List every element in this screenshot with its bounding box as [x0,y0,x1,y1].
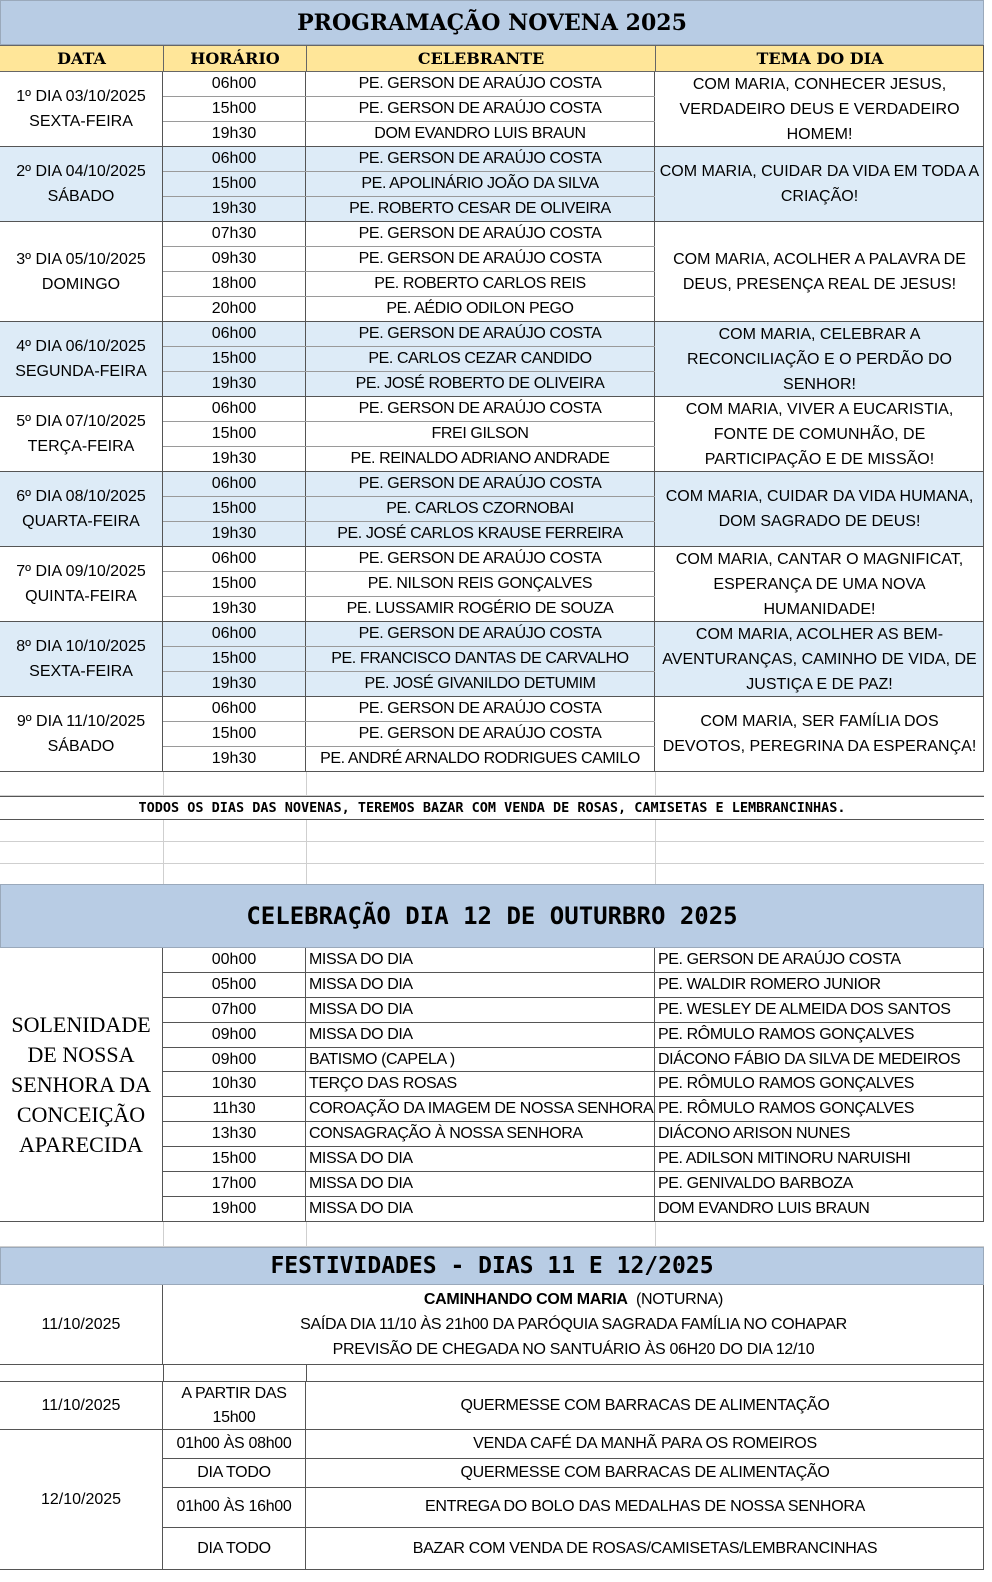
day-date-cell [0,622,163,696]
cel-activity: MISSA DO DIA [306,998,655,1022]
fest-time [163,1382,306,1429]
day-theme: COM MARIA, CANTAR O MAGNIFICAT, ESPERANÇA DE UMA NOVA HUMANIDADE! [675,550,964,618]
header-time: HORÁRIO [163,46,306,71]
festivities-title [0,1247,984,1285]
fest-time-line1: A PARTIR DAS [181,1384,287,1402]
cel-activity: CONSAGRAÇÃO À NOSSA SENHORA [306,1122,655,1146]
novena-title [0,0,984,45]
slot-time: 06h00 [163,397,306,421]
empty-row [0,1222,984,1247]
novena-day-block [0,72,984,147]
slot-celebrant: PE. CARLOS CEZAR CANDIDO [306,347,655,371]
cel-person: PE. ADILSON MITINORU NARUISHI [658,1150,911,1168]
table-row [163,1147,984,1172]
slot-celebrant: PE. GERSON DE ARAÚJO COSTA [306,472,655,496]
novena-day-block [0,322,984,397]
cel-person: PE. GERSON DE ARAÚJO COSTA [658,950,901,968]
day-date-line1: 4º DIA 06/10/2025 [16,338,146,355]
slot-time: 09h30 [163,247,306,271]
right-border [983,1285,984,1570]
cel-person: PE. WESLEY DE ALMEIDA DOS SANTOS [658,1000,951,1018]
bazar-note-text: TODOS OS DIAS DAS NOVENAS, TEREMOS BAZAR COM VENDA DE ROSAS, CAMISETAS E LEMBRANCINHAS. [138,800,846,816]
novena-header-row [0,45,984,72]
slot-celebrant: DOM EVANDRO LUIS BRAUN [306,122,655,146]
slot-time: 19h30 [163,122,306,146]
slot-time: 06h00 [163,697,306,721]
table-row [163,1072,984,1097]
cel-activity: MISSA DO DIA [306,973,655,997]
day-date-line1: 1º DIA 03/10/2025 [16,88,146,105]
header-celebrant: CELEBRANTE [306,46,655,71]
slot-celebrant: PE. JOSÉ GIVANILDO DETUMIM [306,672,655,696]
day-date-line2: SEXTA-FEIRA [29,663,133,680]
cel-time: 19h00 [163,1197,306,1221]
cel-person: PE. GENIVALDO BARBOZA [658,1174,853,1192]
slot-time: 18h00 [163,272,306,296]
slot-celebrant: PE. ROBERTO CARLOS REIS [306,272,655,296]
cel-activity: MISSA DO DIA [306,1172,655,1196]
slot-time: 19h30 [163,747,306,771]
table-row [163,948,984,973]
slot-time: 19h30 [163,372,306,396]
day-date-line1: 2º DIA 04/10/2025 [16,163,146,180]
day-date-line1: 7º DIA 09/10/2025 [16,563,146,580]
slot-time: 15h00 [163,172,306,196]
fest-date: 12/10/2025 [0,1430,163,1569]
slot-celebrant: PE. LUSSAMIR ROGÉRIO DE SOUZA [306,597,655,621]
day-theme: COM MARIA, CELEBRAR A RECONCILIAÇÃO E O PERDÃO DO SENHOR! [687,325,952,393]
fest-day12-row [163,1488,984,1529]
fest-activity: QUERMESSE COM BARRACAS DE ALIMENTAÇÃO [460,1396,830,1414]
cel-activity: MISSA DO DIA [306,1023,655,1047]
right-border [983,948,984,1222]
cel-activity: MISSA DO DIA [306,948,655,972]
slot-celebrant: PE. ANDRÉ ARNALDO RODRIGUES CAMILO [306,747,655,771]
table-row [163,998,984,1023]
day-date-line1: 9º DIA 11/10/2025 [16,713,146,730]
header-date: DATA [57,49,106,68]
slot-celebrant: PE. GERSON DE ARAÚJO COSTA [306,697,655,721]
cel-person: PE. WALDIR ROMERO JUNIOR [658,975,881,993]
day-theme: COM MARIA, ACOLHER A PALAVRA DE DEUS, PRESENÇA REAL DE JESUS! [673,250,966,293]
slot-celebrant: PE. GERSON DE ARAÚJO COSTA [306,397,655,421]
table-row [163,973,984,998]
cel-person: DIÁCONO ARISON NUNES [658,1125,851,1143]
cel-person: PE. RÔMULO RAMOS GONÇALVES [658,1025,915,1043]
slot-celebrant: PE. GERSON DE ARAÚJO COSTA [306,97,655,121]
day-date-cell [0,397,163,471]
slot-celebrant: PE. JOSÉ CARLOS KRAUSE FERREIRA [306,522,655,546]
slot-celebrant: PE. APOLINÁRIO JOÃO DA SILVA [306,172,655,196]
table-row [163,1197,984,1222]
table-row [163,1048,984,1073]
day-date-cell [0,147,163,221]
slot-celebrant: PE. CARLOS CZORNOBAI [306,497,655,521]
cel-activity: TERÇO DAS ROSAS [306,1072,655,1096]
day-date-cell [0,222,163,321]
cel-activity: MISSA DO DIA [306,1147,655,1171]
empty-row [0,864,984,884]
day-date-line2: SÁBADO [47,738,115,755]
slot-time: 15h00 [163,347,306,371]
day-date-line2: SEGUNDA-FEIRA [15,363,147,380]
slot-celebrant: PE. GERSON DE ARAÚJO COSTA [306,72,655,96]
slot-time: 06h00 [163,147,306,171]
novena-title-text: PROGRAMAÇÃO NOVENA 2025 [297,9,687,36]
slot-time: 19h30 [163,447,306,471]
fest-date: 11/10/2025 [0,1382,163,1429]
fest-day12-row [163,1459,984,1488]
slot-time: 06h00 [163,622,306,646]
fest-activity: VENDA CAFÉ DA MANHÃ PARA OS ROMEIROS [473,1434,817,1452]
day-date-line2: TERÇA-FEIRA [27,438,135,455]
walk-line2: SAÍDA DIA 11/10 ÀS 21h00 DA PARÓQUIA SAGRADA FAMÍLIA NO COHAPAR [300,1316,847,1333]
header-theme: TEMA DO DIA [655,46,984,71]
slot-time: 19h30 [163,597,306,621]
slot-celebrant: PE. NILSON REIS GONÇALVES [306,572,655,596]
day-date-line2: QUARTA-FEIRA [22,513,140,530]
cel-activity: MISSA DO DIA [306,1197,655,1221]
table-row [163,1172,984,1197]
cel-time: 13h30 [163,1122,306,1146]
novena-day-block [0,472,984,547]
festivities-title-text: FESTIVIDADES - DIAS 11 E 12/2025 [270,1253,714,1279]
cel-time: 10h30 [163,1072,306,1096]
slot-celebrant: PE. GERSON DE ARAÚJO COSTA [306,547,655,571]
novena-day-block [0,147,984,222]
empty-row [0,820,984,842]
slot-celebrant: PE. REINALDO ADRIANO ANDRADE [306,447,655,471]
slot-time: 06h00 [163,472,306,496]
day-theme: COM MARIA, SER FAMÍLIA DOS DEVOTOS, PEREGRINA DA ESPERANÇA! [662,713,977,755]
day-date-cell [0,547,163,621]
day-date-cell [0,322,163,396]
fest-day12-block [0,1430,984,1570]
cel-time: 09h00 [163,1023,306,1047]
slot-celebrant: PE. FRANCISCO DANTAS DE CARVALHO [306,647,655,671]
slot-celebrant: PE. GERSON DE ARAÚJO COSTA [306,722,655,746]
fest-activity: BAZAR COM VENDA DE ROSAS/CAMISETAS/LEMBRANCINHAS [412,1539,878,1557]
fest-day12-row [163,1430,984,1459]
cel-time: 07h00 [163,998,306,1022]
slot-time: 06h00 [163,72,306,96]
walk-line3: PREVISÃO DE CHEGADA NO SANTUÁRIO ÀS 06H20 DO DIA 12/10 [332,1341,815,1358]
fest-time: 01h00 ÀS 08h00 [163,1430,306,1458]
walk-name: CAMINHANDO COM MARIA [423,1291,628,1308]
slot-time: 07h30 [163,222,306,246]
day-date-cell [0,697,163,771]
fest-time: DIA TODO [163,1459,306,1487]
day-date-line1: 8º DIA 10/10/2025 [16,638,146,655]
fest-day12-row [163,1528,984,1569]
day-theme: COM MARIA, ACOLHER AS BEM-AVENTURANÇAS, CAMINHO DE VIDA, DE JUSTIÇA E DE PAZ! [662,625,977,693]
day-date-line1: 6º DIA 08/10/2025 [16,488,146,505]
slot-time: 15h00 [163,422,306,446]
empty-row [0,1365,984,1382]
empty-row [0,772,984,796]
day-date-line2: SEXTA-FEIRA [29,113,133,130]
slot-time: 06h00 [163,547,306,571]
walk-name-suffix: (NOTURNA) [635,1291,724,1308]
celebration-left-label-text: SOLENIDADE DE NOSSA SENHORA DA CONCEIÇÃO APARECIDA [11,1011,151,1157]
cel-time: 09h00 [163,1048,306,1072]
cel-time: 00h00 [163,948,306,972]
fest-walk-info [163,1285,984,1364]
slot-celebrant: PE. ROBERTO CESAR DE OLIVEIRA [306,197,655,221]
slot-time: 19h30 [163,197,306,221]
fest-date: 11/10/2025 [0,1285,163,1364]
cel-person: PE. RÔMULO RAMOS GONÇALVES [658,1075,915,1093]
day-theme: COM MARIA, CUIDAR DA VIDA HUMANA, DOM SAGRADO DE DEUS! [665,488,974,530]
cel-activity: COROAÇÃO DA IMAGEM DE NOSSA SENHORA [306,1097,655,1121]
day-theme: COM MARIA, VIVER A EUCARISTIA, FONTE DE COMUNHÃO, DE PARTICIPAÇÃO E DE MISSÃO! [685,400,954,468]
slot-time: 19h30 [163,522,306,546]
day-theme: COM MARIA, CUIDAR DA VIDA EM TODA A CRIAÇÃO! [659,163,980,205]
day-theme: COM MARIA, CONHECER JESUS, VERDADEIRO DEUS E VERDADEIRO HOMEM! [679,75,960,143]
slot-time: 15h00 [163,497,306,521]
novena-day-block [0,547,984,622]
cel-person: PE. RÔMULO RAMOS GONÇALVES [658,1100,915,1118]
cel-time: 05h00 [163,973,306,997]
fest-time: 01h00 ÀS 16h00 [163,1488,306,1528]
table-row [163,1122,984,1147]
right-border [983,45,984,772]
slot-celebrant: PE. GERSON DE ARAÚJO COSTA [306,222,655,246]
novena-day-block [0,697,984,772]
novena-day-block [0,222,984,322]
day-date-line1: 3º DIA 05/10/2025 [16,250,146,268]
slot-time: 15h00 [163,572,306,596]
cel-person: DOM EVANDRO LUIS BRAUN [658,1199,870,1217]
fest-activity: ENTREGA DO BOLO DAS MEDALHAS DE NOSSA SENHORA [425,1498,865,1516]
slot-time: 06h00 [163,322,306,346]
fest-activity: QUERMESSE COM BARRACAS DE ALIMENTAÇÃO [460,1463,830,1481]
slot-time: 15h00 [163,722,306,746]
slot-celebrant: PE. GERSON DE ARAÚJO COSTA [306,147,655,171]
fest-time: DIA TODO [163,1528,306,1569]
fest-walk-row [0,1285,984,1365]
celebration-title [0,884,984,948]
table-row [163,1097,984,1122]
bazar-note [0,796,984,820]
celebration-title-text: CELEBRAÇÃO DIA 12 DE OUTURBRO 2025 [246,902,738,930]
slot-celebrant: PE. JOSÉ ROBERTO DE OLIVEIRA [306,372,655,396]
celebration-table [163,948,984,1222]
empty-row [0,842,984,864]
fest-kermesse-row [0,1382,984,1430]
slot-time: 20h00 [163,297,306,321]
slot-celebrant: PE. GERSON DE ARAÚJO COSTA [306,247,655,271]
slot-time: 15h00 [163,97,306,121]
day-date-cell [0,72,163,146]
day-date-line1: 5º DIA 07/10/2025 [16,413,146,430]
cel-time: 17h00 [163,1172,306,1196]
slot-celebrant: FREI GILSON [306,422,655,446]
slot-time: 15h00 [163,647,306,671]
slot-time: 19h30 [163,672,306,696]
celebration-left-label [0,948,163,1222]
cel-time: 15h00 [163,1147,306,1171]
cel-activity: BATISMO (CAPELA ) [306,1048,655,1072]
slot-celebrant: PE. GERSON DE ARAÚJO COSTA [306,322,655,346]
table-row [163,1023,984,1048]
cel-time: 11h30 [163,1097,306,1121]
day-date-line2: SÁBADO [47,188,115,205]
day-date-line2: DOMINGO [41,275,121,293]
novena-day-block [0,622,984,697]
fest-time-line2: 15h00 [212,1408,256,1426]
cel-person: DIÁCONO FÁBIO DA SILVA DE MEDEIROS [658,1050,961,1068]
day-date-line2: QUINTA-FEIRA [25,588,137,605]
day-date-cell [0,472,163,546]
slot-celebrant: PE. GERSON DE ARAÚJO COSTA [306,622,655,646]
slot-celebrant: PE. AÉDIO ODILON PEGO [306,297,655,321]
novena-day-block [0,397,984,472]
